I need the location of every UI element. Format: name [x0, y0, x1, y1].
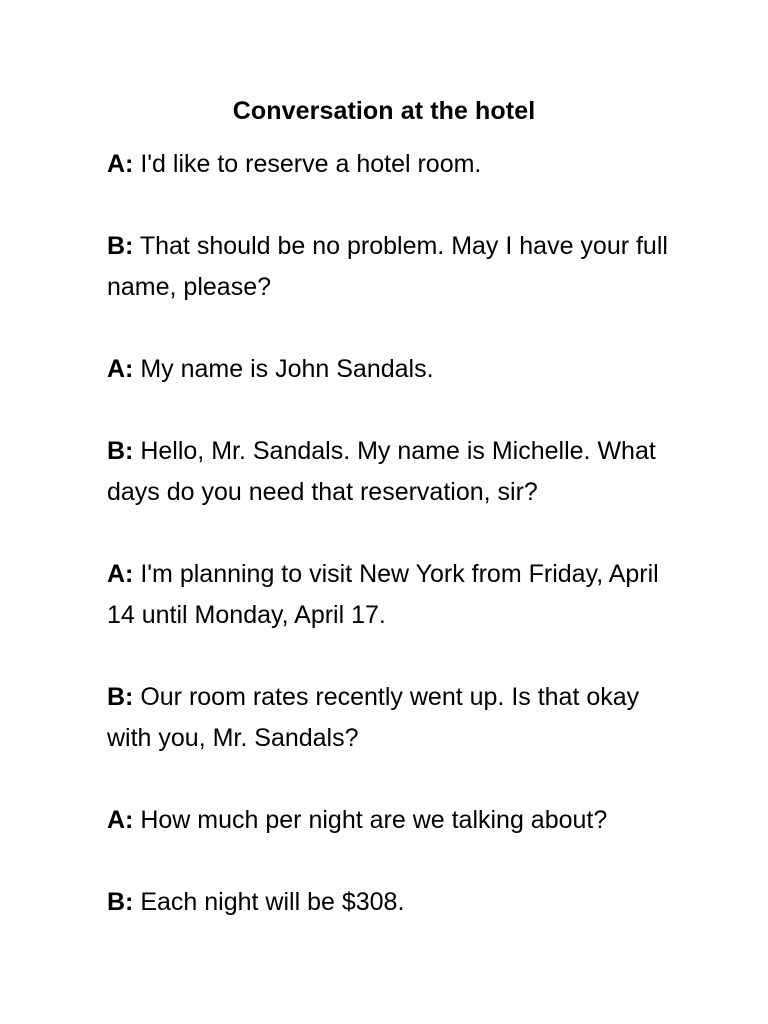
line-text: My name is John Sandals.	[133, 355, 434, 383]
line-text: Each night will be $308.	[133, 888, 405, 916]
speaker-label: A:	[107, 560, 134, 588]
dialogue-line	[107, 677, 677, 759]
line-text: I'd like to reserve a hotel room.	[133, 150, 482, 178]
dialogue-line	[107, 226, 677, 308]
speaker-label: A:	[107, 355, 134, 383]
dialogue-line	[107, 882, 677, 923]
speaker-label: B:	[107, 683, 134, 711]
line-text: Hello, Mr. Sandals. My name is Michelle. What days do you need that reservation, sir?	[107, 437, 656, 506]
line-text: How much per night are we talking about?	[133, 806, 608, 834]
speaker-label: A:	[107, 150, 134, 178]
speaker-label: A:	[107, 806, 134, 834]
speaker-label: B:	[107, 437, 134, 465]
dialogue-line	[107, 800, 677, 841]
line-text: I'm planning to visit New York from Friday, April 14 until Monday, April 17.	[107, 560, 659, 629]
dialogue-line	[107, 554, 677, 636]
document-title: Conversation at the hotel	[232, 97, 536, 125]
line-text: That should be no problem. May I have your full name, please?	[107, 232, 668, 301]
speaker-label: B:	[107, 232, 134, 260]
dialogue-line	[107, 431, 677, 513]
dialogue	[107, 144, 677, 923]
dialogue-line	[107, 349, 677, 390]
dialogue-line	[107, 144, 677, 185]
speaker-label: B:	[107, 888, 134, 916]
line-text: Our room rates recently went up. Is that okay with you, Mr. Sandals?	[107, 683, 640, 752]
